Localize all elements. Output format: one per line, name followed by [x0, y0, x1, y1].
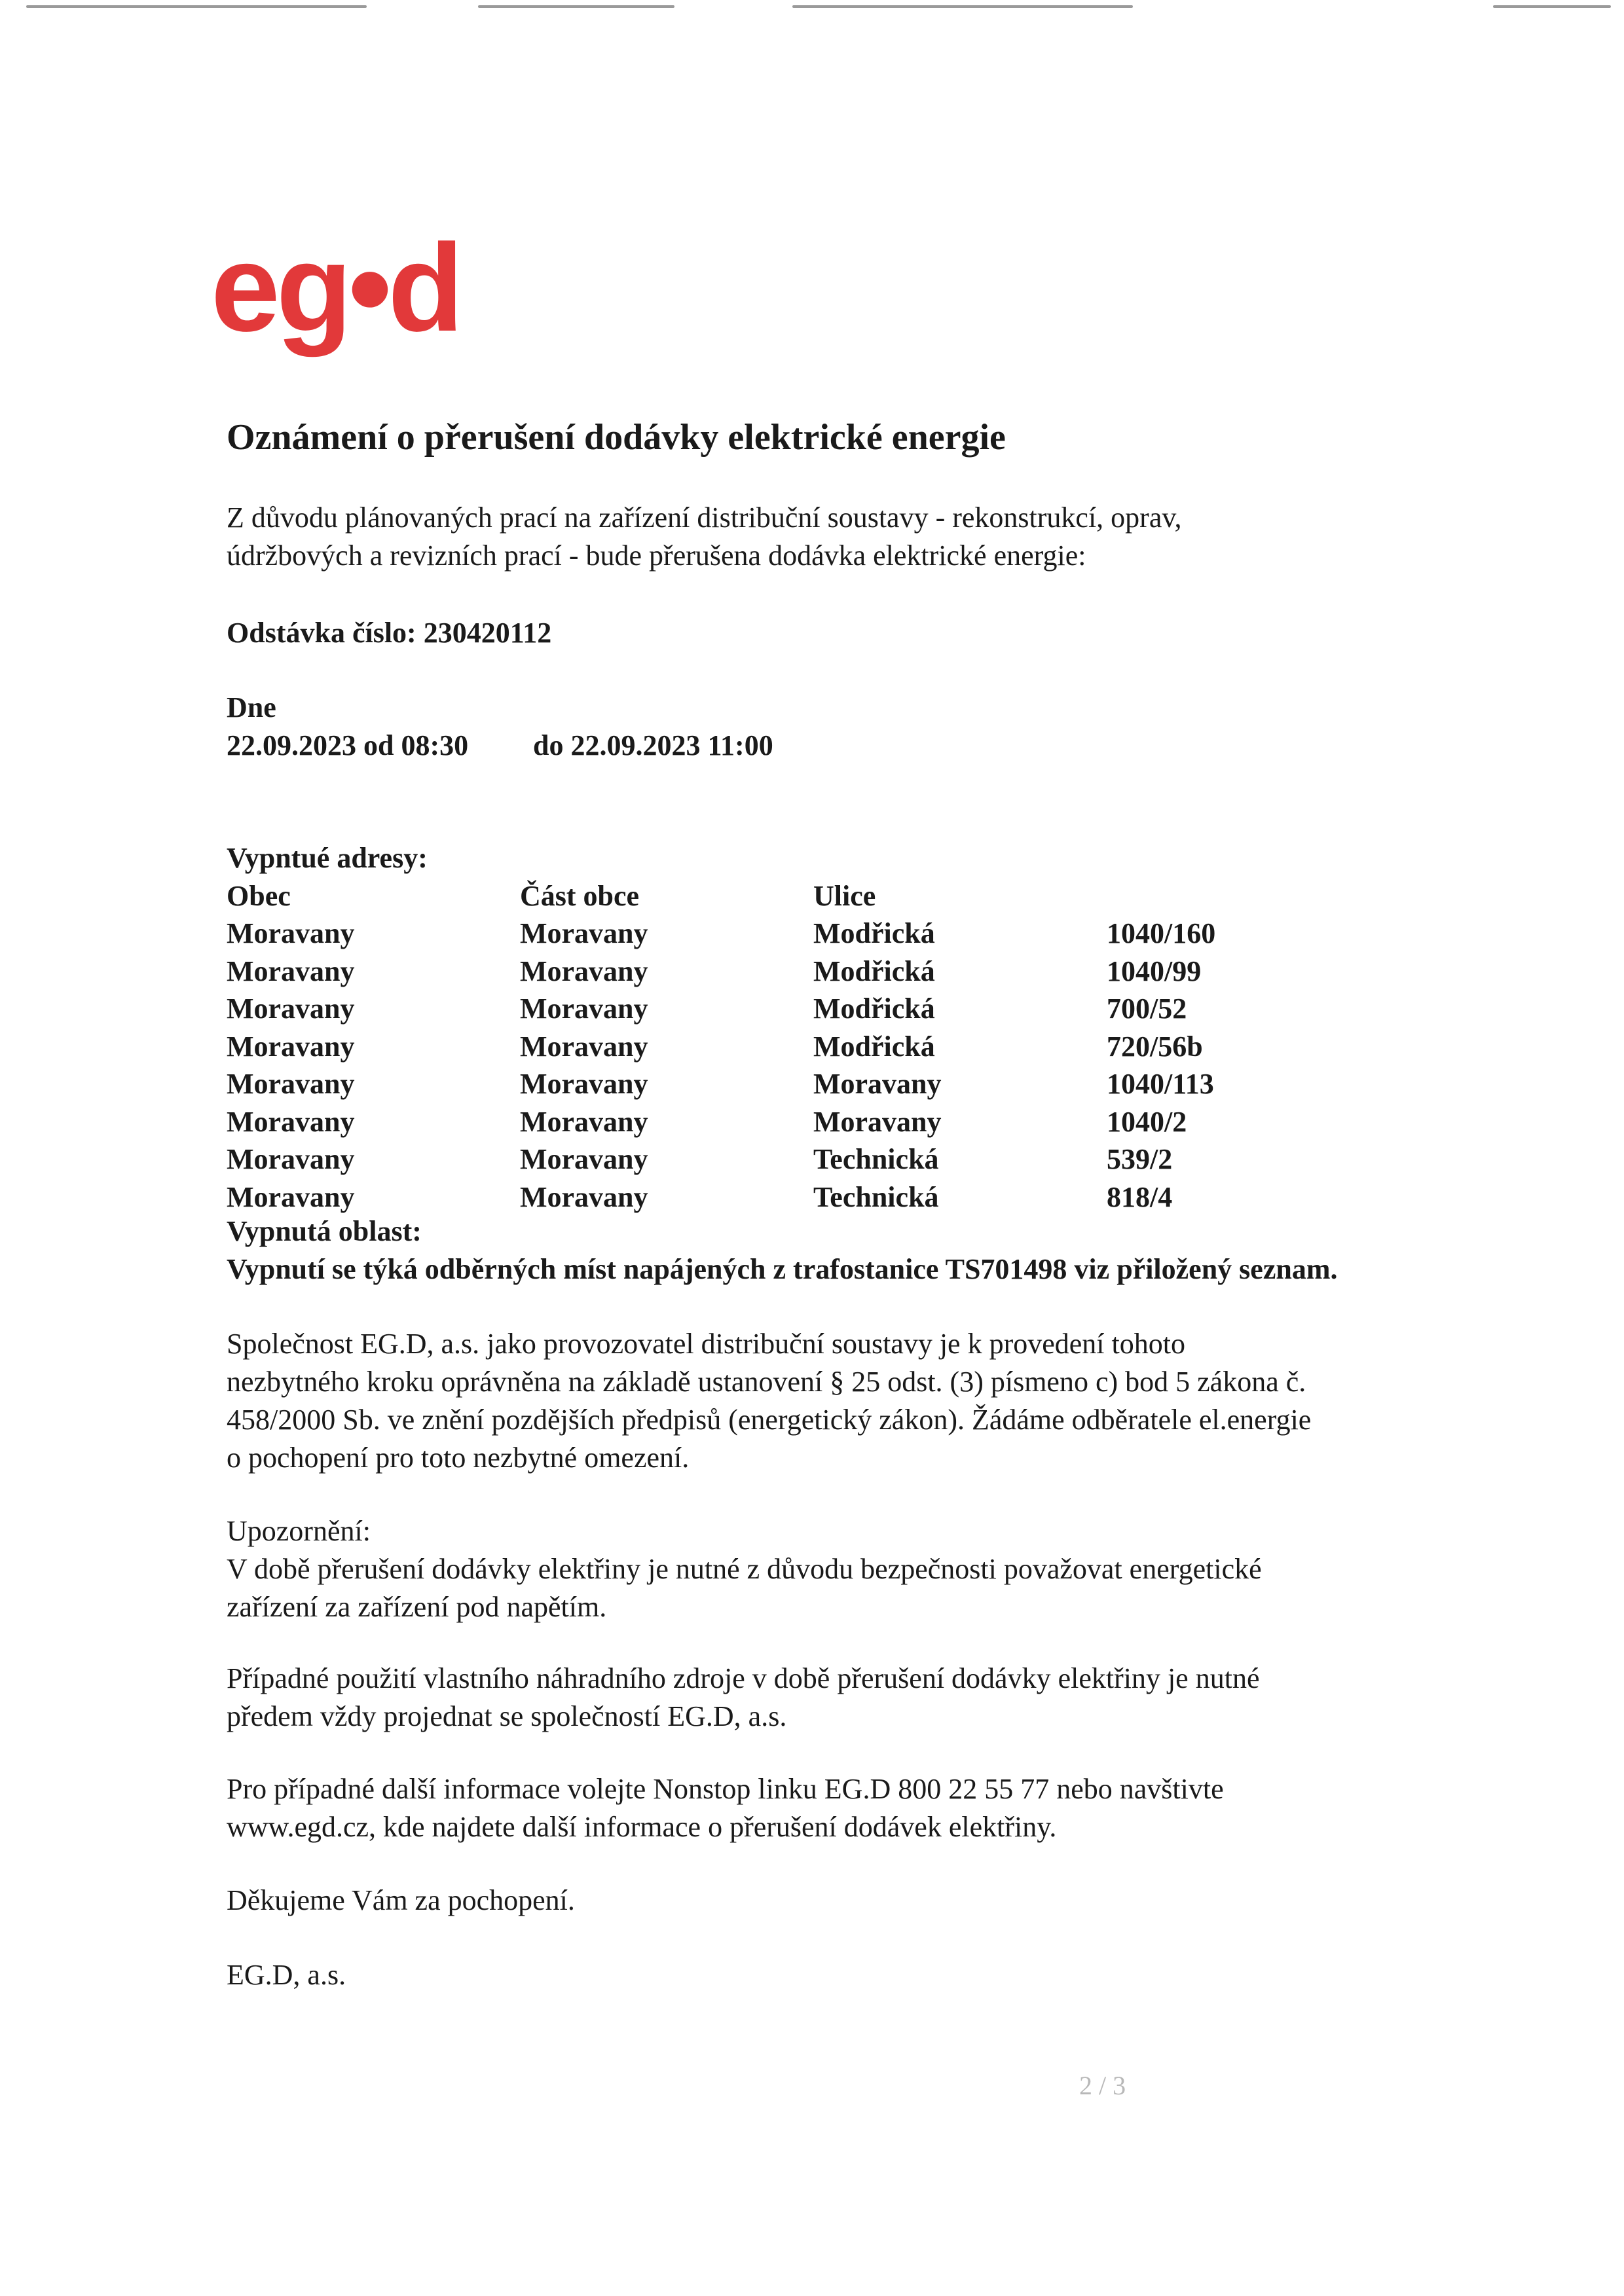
legal-line: 458/2000 Sb. ve znění pozdějších předpisů (energetický zákon). Žádáme odběratele el.energie [227, 1404, 1312, 1436]
addresses-heading: Vypntué adresy: [227, 842, 428, 874]
intro-paragraph [227, 499, 1182, 575]
legal-line: Společnost EG.D, a.s. jako provozovatel distribuční soustavy je k provedení tohoto [227, 1328, 1185, 1360]
outage-from: 22.09.2023 od 08:30 [227, 729, 469, 761]
cell-house-number: 720/56b [1107, 1030, 1203, 1063]
cell-ulice: Moravany [813, 1105, 942, 1138]
svg-text:eg•d: eg•d [211, 223, 460, 357]
generator-paragraph [227, 1660, 1259, 1736]
egd-logo [211, 223, 499, 373]
outage-dates [227, 727, 773, 765]
intro-line: údržbových a revizních prací - bude přerušena dodávka elektrické energie: [227, 539, 1086, 572]
cell-obec: Moravany [227, 1143, 355, 1175]
area-heading: Vypnutá oblast: [227, 1215, 422, 1247]
legal-line: o pochopení pro toto nezbytné omezení. [227, 1442, 690, 1474]
scan-artifact [792, 5, 1133, 8]
contact-line: Pro případné další informace volejte Nonstop linku EG.D 800 22 55 77 nebo navštivte [227, 1773, 1224, 1805]
cell-house-number: 1040/2 [1107, 1105, 1187, 1138]
warning-paragraph [227, 1512, 1262, 1626]
cell-cast-obce: Moravany [520, 1030, 648, 1063]
cell-house-number: 1040/160 [1107, 917, 1216, 949]
contact-line: www.egd.cz, kde najdete další informace o přerušení dodávek elektřiny. [227, 1811, 1057, 1843]
cell-house-number: 1040/99 [1107, 955, 1202, 987]
outage-to: do 22.09.2023 11:00 [533, 729, 773, 761]
cell-obec: Moravany [227, 917, 355, 949]
warning-line: V době přerušení dodávky elektřiny je nutné z důvodu bezpečnosti považovat energetické [227, 1553, 1262, 1585]
cell-cast-obce: Moravany [520, 1105, 648, 1138]
cell-obec: Moravany [227, 1068, 355, 1100]
cell-obec: Moravany [227, 955, 355, 987]
cell-cast-obce: Moravany [520, 917, 648, 949]
cell-cast-obce: Moravany [520, 955, 648, 987]
warning-line: zařízení za zařízení pod napětím. [227, 1591, 607, 1623]
cell-ulice: Technická [813, 1180, 939, 1213]
cell-ulice: Modřická [813, 955, 935, 987]
cell-house-number: 1040/113 [1107, 1068, 1214, 1100]
column-header-cast-obce: Část obce [520, 879, 640, 912]
warning-heading: Upozornění: [227, 1515, 371, 1547]
cell-ulice: Modřická [813, 1030, 935, 1063]
legal-paragraph [227, 1325, 1311, 1477]
cell-cast-obce: Moravany [520, 993, 648, 1025]
cell-cast-obce: Moravany [520, 1143, 648, 1175]
area-section [227, 1212, 1337, 1288]
area-text: Vypnutí se týká odběrných míst napájených z trafostanice TS701498 viz přiložený seznam. [227, 1253, 1338, 1285]
cell-ulice: Modřická [813, 993, 935, 1025]
scan-artifact [1493, 5, 1611, 8]
legal-line: nezbytného kroku oprávněna na základě ustanovení § 25 odst. (3) písmeno c) bod 5 zákona č. [227, 1366, 1306, 1398]
intro-line: Z důvodu plánovaných prací na zařízení distribuční soustavy - rekonstrukcí, oprav, [227, 501, 1182, 534]
generator-line: Případné použití vlastního náhradního zdroje v době přerušení dodávky elektřiny je nutné [227, 1662, 1260, 1694]
scan-artifact [478, 5, 674, 8]
cell-cast-obce: Moravany [520, 1180, 648, 1213]
day-label: Dne [227, 691, 276, 723]
scan-artifact [26, 5, 367, 8]
cell-obec: Moravany [227, 1180, 355, 1213]
cell-obec: Moravany [227, 1030, 355, 1063]
signature: EG.D, a.s. [227, 1959, 346, 1991]
contact-paragraph [227, 1770, 1224, 1846]
outage-number: Odstávka číslo: 230420112 [227, 617, 552, 649]
generator-line: předem vždy projednat se společností EG.D, a.s. [227, 1700, 787, 1732]
column-header-obec: Obec [227, 879, 291, 912]
thanks-text: Děkujeme Vám za pochopení. [227, 1884, 575, 1916]
document-title: Oznámení o přerušení dodávky elektrické energie [227, 417, 1006, 458]
cell-house-number: 539/2 [1107, 1143, 1173, 1175]
cell-obec: Moravany [227, 993, 355, 1025]
cell-house-number: 700/52 [1107, 993, 1187, 1025]
cell-cast-obce: Moravany [520, 1068, 648, 1100]
page-number: 2 / 3 [1079, 2071, 1126, 2100]
cell-ulice: Modřická [813, 917, 935, 949]
cell-obec: Moravany [227, 1105, 355, 1138]
cell-ulice: Technická [813, 1143, 939, 1175]
cell-house-number: 818/4 [1107, 1180, 1173, 1213]
column-header-ulice: Ulice [813, 879, 876, 912]
cell-ulice: Moravany [813, 1068, 942, 1100]
